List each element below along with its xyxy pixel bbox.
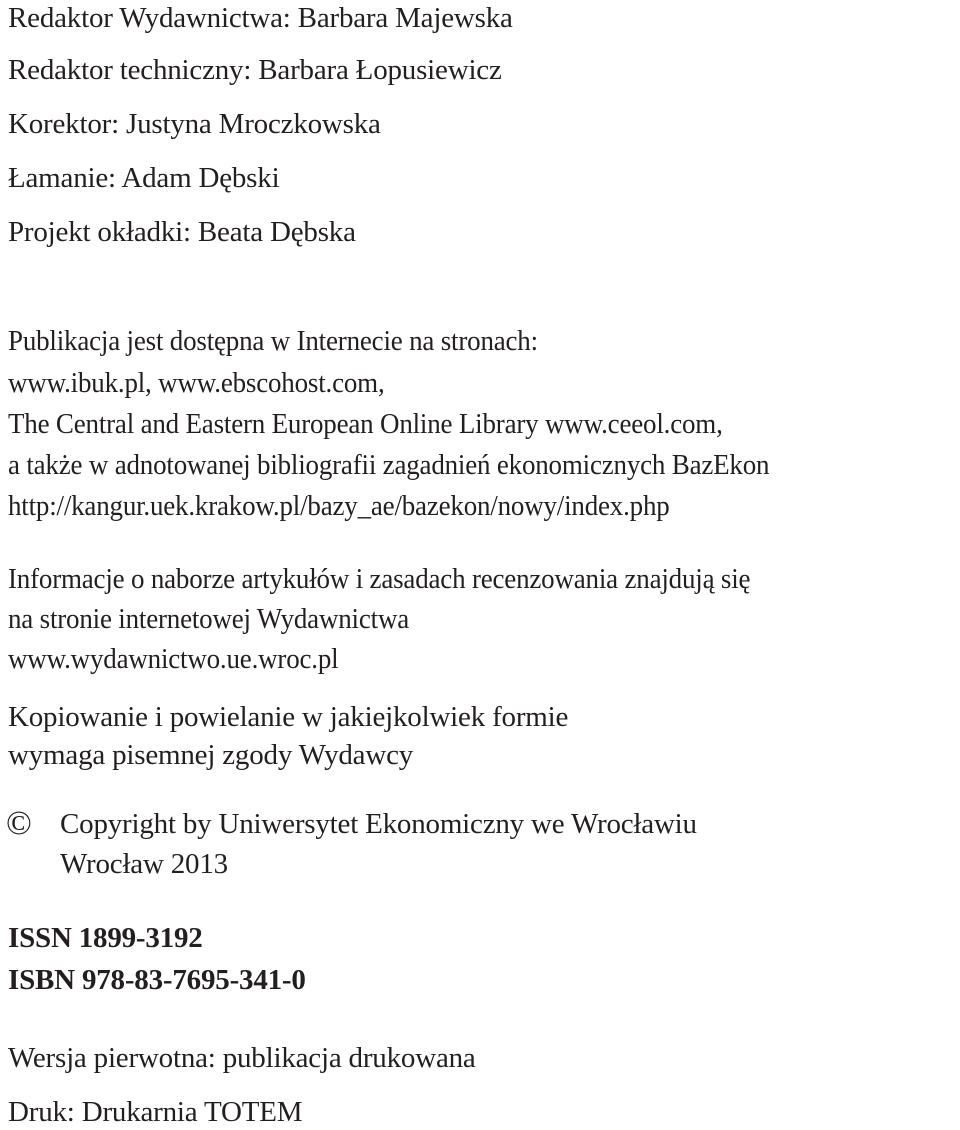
copyright-icon: © — [6, 805, 32, 842]
copyright-holder: Copyright by Uniwersytet Ekonomiczny we Wrocławiu — [60, 808, 697, 840]
review-info-line1: Informacje o naborze artykułów i zasadach recenzowania znajdują się — [8, 563, 751, 595]
credit-proofreader: Korektor: Justyna Mroczkowska — [8, 108, 381, 140]
copyright-place-year: Wrocław 2013 — [60, 848, 228, 880]
issn: ISSN 1899-3192 — [8, 922, 203, 954]
version-note: Wersja pierwotna: publikacja drukowana — [8, 1042, 476, 1074]
availability-sites: www.ibuk.pl, www.ebscohost.com, — [8, 367, 385, 399]
review-info-line2: na stronie internetowej Wydawnictwa — [8, 603, 410, 635]
isbn: ISBN 978-83-7695-341-0 — [8, 964, 306, 996]
credit-editor: Redaktor Wydawnictwa: Barbara Majewska — [8, 2, 513, 34]
printer: Druk: Drukarnia TOTEM — [8, 1096, 303, 1128]
review-info-url: www.wydawnictwo.ue.wroc.pl — [8, 643, 339, 675]
availability-intro: Publikacja jest dostępna w Internecie na stronach: — [8, 325, 538, 357]
credit-typesetting: Łamanie: Adam Dębski — [8, 162, 280, 194]
copying-notice-line1: Kopiowanie i powielanie w jakiejkolwiek formie — [8, 701, 569, 733]
credit-cover-design: Projekt okładki: Beata Dębska — [8, 216, 356, 248]
availability-ceeol: The Central and Eastern European Online Library www.ceeol.com, — [8, 408, 723, 440]
credit-technical-editor: Redaktor techniczny: Barbara Łopusiewicz — [8, 54, 502, 86]
copying-notice-line2: wymaga pisemnej zgody Wydawcy — [8, 739, 414, 771]
availability-bazekon-url: http://kangur.uek.krakow.pl/bazy_ae/bazekon/nowy/index.php — [8, 490, 670, 522]
availability-bazekon: a także w adnotowanej bibliografii zagadnień ekonomicznych BazEkon — [8, 449, 770, 481]
